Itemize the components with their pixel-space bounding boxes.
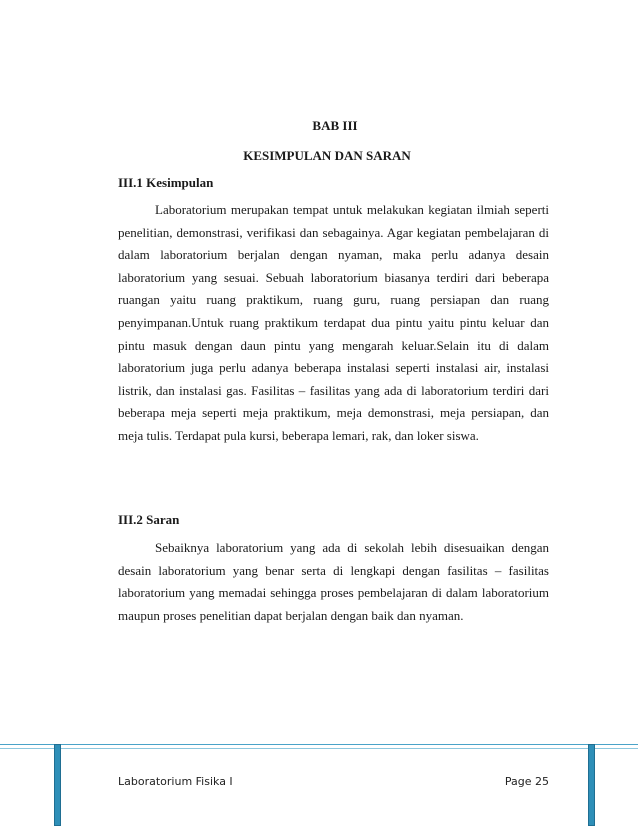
paragraph-kesimpulan: Laboratorium merupakan tempat untuk melakukan kegiatan ilmiah seperti penelitian, demonstrasi, verifikasi dan sebagainya. Agar kegiatan pembelajaran di dalam laboratorium berjalan dengan nyaman, maka perlu adanya desain laboratorium yang sesuai. Sebuah laboratorium biasanya terdiri dari beberapa ruangan yaitu ruang praktikum, ruang guru, ruang persiapan dan ruang penyimpanan.Untuk ruang praktikum terdapat dua pintu yaitu pintu keluar dan pintu masuk dengan daun pintu yang mengarah keluar.Selain itu di dalam laboratorium juga perlu adanya beberapa instalasi seperti instalasi air, instalasi listrik, dan instalasi gas. Fasilitas – fasilitas yang ada di laboratorium terdiri dari beberapa meja seperti meja praktikum, meja demonstrasi, meja persiapan, dan meja tulis. Terdapat pula kursi, beberapa lemari, rak, dan loker siswa. [118, 202, 549, 443]
paragraph-saran: Sebaiknya laboratorium yang ada di sekolah lebih disesuaikan dengan desain laboratorium yang benar serta di lengkapi dengan fasilitas – fasilitas laboratorium yang memadai sehingga proses pembelajaran di dalam laboratorium maupun proses penelitian dapat berjalan dengan baik dan nyaman. [118, 540, 549, 623]
chapter-title: KESIMPULAN DAN SARAN [243, 148, 411, 163]
footer-frame-left-bar [54, 744, 61, 826]
section-heading-saran: III.2 Saran [118, 512, 180, 527]
footer-divider-line-secondary [0, 748, 638, 749]
footer-frame-right-bar [588, 744, 595, 826]
footer-course-title: Laboratorium Fisika I [118, 775, 233, 788]
section-heading-kesimpulan: III.1 Kesimpulan [118, 175, 214, 190]
footer-page-number: Page 25 [504, 775, 549, 788]
chapter-number: BAB III [312, 118, 358, 133]
footer-divider-line [0, 744, 638, 745]
